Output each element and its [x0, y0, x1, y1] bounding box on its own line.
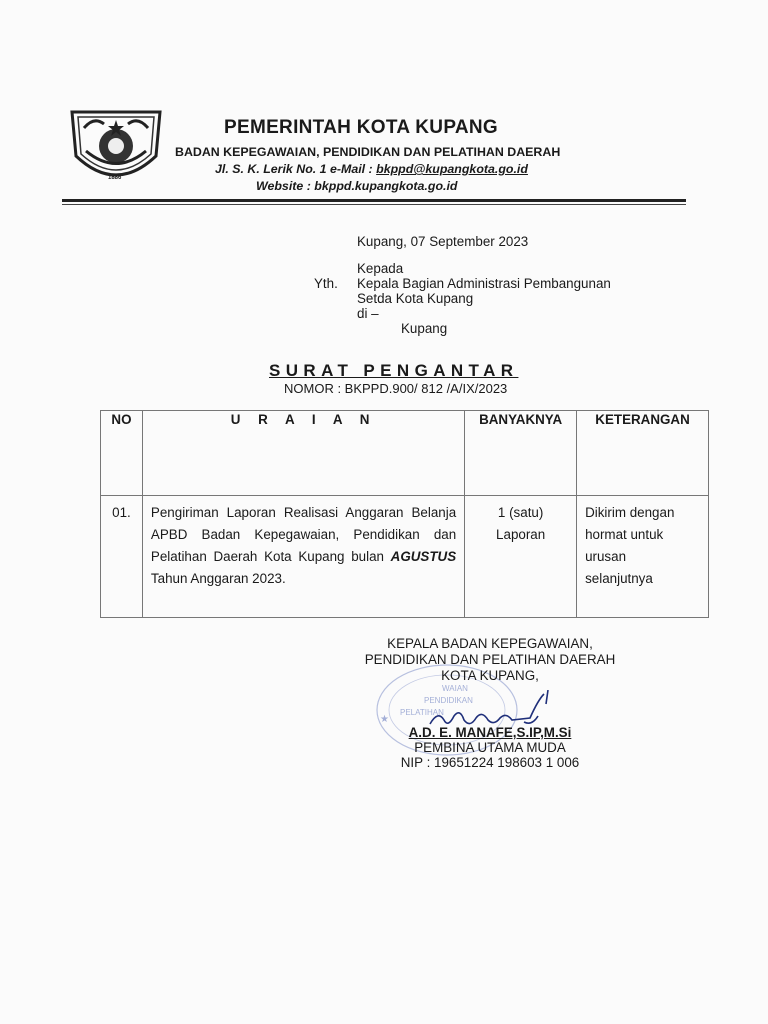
row-keterangan: [577, 496, 709, 618]
di-label: di –: [357, 306, 379, 321]
header-subtitle: BADAN KEPEGAWAIAN, PENDIDIKAN DAN PELATIHAN DAERAH: [175, 145, 561, 159]
stamp-text: PENDIDIKAN: [424, 696, 473, 705]
kepada-label: Kepada: [357, 261, 404, 276]
signer-nip: NIP : 19651224 198603 1 006: [400, 755, 580, 770]
signer-rank: PEMBINA UTAMA MUDA: [414, 740, 566, 755]
banyaknya-unit: Laporan: [496, 527, 546, 542]
col-header-uraian: U R A I A N: [142, 411, 464, 496]
col-header-banyaknya: BANYAKNYA: [465, 411, 577, 496]
header-title: PEMERINTAH KOTA KUPANG: [224, 117, 499, 138]
uraian-text: Pengiriman Laporan Realisasi Anggaran Belanja APBD Badan Kepegawaian, Pendidikan dan Pelatihan Daerah Kota Kupang bulan: [150, 505, 457, 564]
table-row: [101, 496, 709, 618]
recipient-city: Kupang: [401, 321, 448, 336]
header-address: [215, 162, 528, 176]
recipient-line2: Setda Kota Kupang: [357, 291, 474, 306]
row-no: 01.: [101, 496, 143, 618]
banyaknya-qty: 1 (satu): [497, 505, 544, 520]
signer-name: A.D. E. MANAFE,S.IP,M.Si: [408, 725, 572, 740]
address-text: Jl. S. K. Lerik No. 1 e-Mail :: [215, 162, 377, 176]
logo-year: 1886: [108, 175, 122, 181]
place-date: Kupang, 07 September 2023: [357, 234, 529, 249]
col-header-no: NO: [101, 411, 143, 496]
yth-label: Yth.: [314, 276, 338, 291]
recipient-line1: Kepala Bagian Administrasi Pembangunan: [357, 276, 611, 291]
row-uraian: [142, 496, 464, 618]
ket-line: hormat untuk: [585, 527, 664, 542]
ket-line: selanjutnya: [585, 571, 653, 586]
letter-table: [100, 410, 709, 618]
header-website[interactable]: Website : bkppd.kupangkota.go.id: [256, 179, 458, 193]
email-link[interactable]: bkppd@kupangkota.go.id: [376, 162, 528, 176]
ket-line: Dikirim dengan: [585, 505, 675, 520]
table-header-row: [101, 411, 709, 496]
uraian-month: AGUSTUS: [390, 549, 457, 564]
city-emblem-icon: [64, 106, 168, 186]
document-title: SURAT PENGANTAR: [269, 361, 519, 380]
stamp-text: WAIAN: [442, 684, 468, 693]
row-banyaknya: [465, 496, 577, 618]
signer-title-1: KEPALA BADAN KEPEGAWAIAN,: [387, 636, 593, 651]
svg-text:★: ★: [380, 714, 389, 725]
header-rule-thin: [62, 204, 686, 205]
signer-title-2: PENDIDIKAN DAN PELATIHAN DAERAH: [364, 652, 616, 667]
signer-title-3: KOTA KUPANG,: [441, 668, 539, 683]
header-rule-thick: [62, 199, 686, 202]
stamp-text: PELATIHAN: [400, 708, 444, 717]
ket-line: urusan: [585, 549, 627, 564]
document-number: NOMOR : BKPPD.900/ 812 /A/IX/2023: [284, 381, 508, 396]
uraian-tail: Tahun Anggaran 2023.: [150, 571, 286, 586]
col-header-keterangan: KETERANGAN: [577, 411, 709, 496]
